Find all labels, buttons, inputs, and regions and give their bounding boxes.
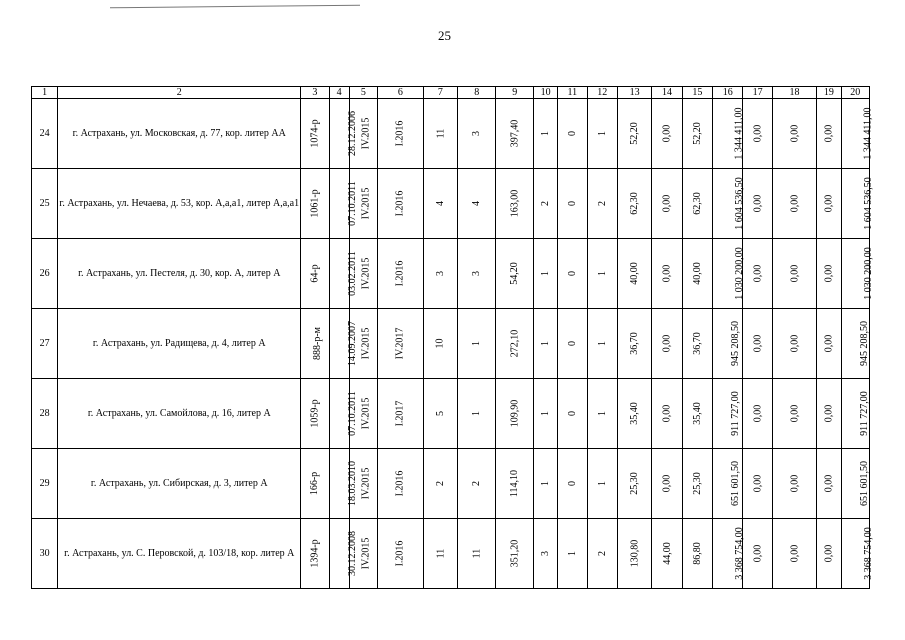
- value-cell: [533, 239, 557, 309]
- cell-value: 0,00: [661, 264, 673, 283]
- cell-value: 945 208,50: [858, 321, 870, 366]
- column-number-header: 12: [587, 87, 617, 99]
- cell-value: 2: [471, 481, 483, 486]
- value-cell: [423, 169, 457, 239]
- cell-value: 0,00: [789, 474, 800, 493]
- value-cell: [772, 519, 817, 589]
- cell-value: 0,00: [661, 334, 673, 353]
- value-cell: [423, 519, 457, 589]
- value-cell: [817, 309, 841, 379]
- value-cell: [772, 449, 817, 519]
- value-cell: [301, 99, 329, 169]
- cell-value: 397,40: [509, 119, 521, 148]
- cell-value: 0,00: [823, 264, 835, 283]
- cell-value: 0: [566, 131, 578, 136]
- column-number-header: 10: [533, 87, 557, 99]
- cell-value: 1394-р: [309, 539, 321, 568]
- value-cell: [841, 239, 874, 309]
- cell-value: 1: [471, 411, 483, 416]
- cell-value: 5: [434, 411, 446, 416]
- value-cell: [682, 519, 712, 589]
- value-cell: [533, 169, 557, 239]
- cell-value: 0: [566, 341, 578, 346]
- value-cell: [713, 239, 743, 309]
- cell-value: 1: [566, 551, 578, 556]
- cell-value: 2: [540, 201, 552, 206]
- value-cell: [713, 169, 743, 239]
- cell-value: 0,00: [789, 194, 800, 213]
- value-cell: [841, 169, 874, 239]
- value-cell: [329, 379, 358, 449]
- cell-value: 1 030 200,00: [862, 247, 874, 300]
- value-cell: [617, 309, 651, 379]
- value-cell: [496, 99, 533, 169]
- cell-value: 114,10: [509, 469, 521, 498]
- value-cell: [841, 309, 869, 379]
- cell-value: 1: [540, 481, 552, 486]
- cell-value: 888-р-м: [312, 327, 324, 360]
- value-cell: [713, 519, 743, 589]
- cell-value: 18.03.2010: [346, 461, 358, 506]
- value-cell: [772, 239, 817, 309]
- cell-value: 3: [434, 271, 446, 276]
- value-cell: [841, 449, 869, 519]
- value-cell: [587, 449, 617, 519]
- value-cell: [378, 99, 424, 169]
- cell-value: 0,00: [789, 544, 800, 563]
- cell-value: 3 368 754,00: [733, 527, 745, 580]
- value-cell: [587, 379, 617, 449]
- cell-value: 54,20: [509, 262, 521, 285]
- value-cell: [378, 519, 424, 589]
- value-cell: [301, 169, 329, 239]
- cell-value: 945 208,50: [730, 321, 742, 366]
- value-cell: [458, 239, 496, 309]
- cell-value: 07.10.2011: [346, 181, 358, 226]
- cell-value: 1: [596, 131, 608, 136]
- value-cell: [652, 519, 682, 589]
- cell-value: 62,30: [691, 192, 703, 215]
- column-number-header: 20: [841, 87, 869, 99]
- cell-value: 3 368 754,00: [862, 527, 874, 580]
- value-cell: [458, 169, 496, 239]
- cell-value: 0,00: [661, 404, 673, 423]
- value-cell: [301, 449, 329, 519]
- value-cell: [841, 379, 869, 449]
- cell-value: 3: [471, 131, 483, 136]
- cell-value: 911 727,00: [858, 391, 870, 436]
- cell-value: 03.02.2011: [346, 251, 358, 296]
- value-cell: [329, 99, 358, 169]
- cell-value: 1059-р: [309, 399, 321, 428]
- cell-value: 911 727,00: [729, 391, 741, 436]
- address-cell: г. Астрахань, ул. Самойлова, д. 16, литер А: [58, 379, 301, 449]
- row-number-cell: 28: [32, 379, 58, 449]
- value-cell: [301, 309, 329, 379]
- row-number-cell: 26: [32, 239, 58, 309]
- cell-value: 1 030 200,00: [733, 247, 745, 300]
- cell-value: 0,00: [823, 474, 835, 493]
- value-cell: [772, 169, 817, 239]
- column-number-header: 6: [378, 87, 424, 99]
- page-number: 25: [438, 28, 451, 43]
- value-cell: [617, 449, 651, 519]
- value-cell: [617, 99, 651, 169]
- cell-value: 30.12.2008: [346, 531, 358, 576]
- value-cell: [841, 519, 874, 589]
- cell-value: I.2017: [394, 400, 406, 427]
- column-number-header: 5: [349, 87, 377, 99]
- cell-value: 1061-р: [309, 189, 321, 218]
- value-cell: [558, 379, 587, 449]
- value-cell: [496, 239, 533, 309]
- cell-value: 0,00: [789, 334, 800, 353]
- cell-value: IV.2015: [360, 257, 372, 290]
- value-cell: [617, 239, 651, 309]
- column-number-header: 4: [329, 87, 349, 99]
- column-number-header: 2: [58, 87, 301, 99]
- cell-value: IV.2015: [360, 467, 372, 500]
- cell-value: 62,30: [629, 192, 641, 215]
- value-cell: [329, 169, 358, 239]
- cell-value: 109,90: [509, 399, 521, 428]
- cell-value: 1: [540, 271, 552, 276]
- column-number-header: 8: [458, 87, 496, 99]
- address-cell: г. Астрахань, ул. Московская, д. 77, кор. литер АА: [58, 99, 301, 169]
- cell-value: I.2016: [394, 540, 406, 567]
- cell-value: IV.2015: [360, 327, 372, 360]
- value-cell: [652, 309, 682, 379]
- cell-value: 4: [434, 201, 446, 206]
- value-cell: [682, 379, 712, 449]
- table-row: [32, 99, 870, 169]
- table-row: [32, 309, 870, 379]
- column-number-header: 1: [32, 87, 58, 99]
- value-cell: [423, 449, 457, 519]
- row-number-cell: 24: [32, 99, 58, 169]
- row-number-cell: 27: [32, 309, 58, 379]
- value-cell: [713, 449, 743, 519]
- value-cell: [496, 519, 533, 589]
- value-cell: [587, 239, 617, 309]
- column-number-header: 17: [743, 87, 772, 99]
- value-cell: [329, 449, 358, 519]
- column-number-header: 16: [713, 87, 743, 99]
- value-cell: [558, 519, 587, 589]
- cell-value: 52,20: [691, 122, 703, 145]
- cell-value: 1 344 411,00: [862, 107, 874, 160]
- cell-value: 1: [596, 481, 608, 486]
- cell-value: 25,30: [629, 472, 641, 495]
- cell-value: 1074-р: [309, 119, 321, 148]
- cell-value: IV.2015: [360, 117, 372, 150]
- cell-value: 1: [596, 341, 608, 346]
- cell-value: 25,30: [691, 472, 703, 495]
- table-row: [32, 379, 870, 449]
- cell-value: 0,00: [752, 264, 764, 283]
- value-cell: [682, 309, 712, 379]
- column-number-header: 9: [496, 87, 533, 99]
- cell-value: 28.12.2006: [346, 111, 358, 156]
- column-number-header: 19: [817, 87, 841, 99]
- value-cell: [423, 99, 457, 169]
- cell-value: 0,00: [823, 194, 835, 213]
- value-cell: [301, 519, 329, 589]
- value-cell: [713, 309, 743, 379]
- cell-value: I.2016: [394, 120, 406, 147]
- cell-value: 1: [540, 341, 552, 346]
- cell-value: 0,00: [823, 334, 835, 353]
- cell-value: 651 601,50: [858, 461, 870, 506]
- value-cell: [713, 379, 743, 449]
- cell-value: 0: [566, 271, 578, 276]
- cell-value: IV.2017: [394, 327, 406, 360]
- value-cell: [743, 99, 772, 169]
- value-cell: [652, 169, 682, 239]
- value-cell: [617, 169, 651, 239]
- value-cell: [423, 239, 457, 309]
- cell-value: 272,10: [509, 329, 521, 358]
- cell-value: 0,00: [661, 194, 673, 213]
- cell-value: 1: [596, 411, 608, 416]
- cell-value: 1: [471, 341, 483, 346]
- cell-value: 1 344 411,00: [733, 107, 745, 160]
- row-number-cell: 30: [32, 519, 58, 589]
- address-cell: г. Астрахань, ул. Сибирская, д. 3, литер А: [58, 449, 301, 519]
- cell-value: 3: [471, 271, 483, 276]
- cell-value: 0,00: [823, 124, 835, 143]
- value-cell: [652, 99, 682, 169]
- value-cell: [682, 99, 712, 169]
- top-scan-line: [110, 5, 360, 9]
- value-cell: [458, 99, 496, 169]
- value-cell: [301, 239, 329, 309]
- cell-value: 10: [434, 338, 446, 349]
- value-cell: [533, 99, 557, 169]
- value-cell: [533, 309, 557, 379]
- value-cell: [617, 519, 651, 589]
- cell-value: 0,00: [661, 474, 673, 493]
- value-cell: [533, 519, 557, 589]
- table-row: [32, 449, 870, 519]
- value-cell: [682, 169, 712, 239]
- value-cell: [558, 99, 587, 169]
- value-cell: [558, 239, 587, 309]
- value-cell: [817, 449, 841, 519]
- cell-value: 44,00: [661, 542, 673, 565]
- cell-value: 1 604 536,50: [733, 177, 745, 230]
- value-cell: [496, 449, 533, 519]
- value-cell: [743, 379, 772, 449]
- value-cell: [458, 449, 496, 519]
- value-cell: [378, 239, 424, 309]
- cell-value: 14.09.2007: [346, 321, 358, 366]
- column-number-header-row: [32, 87, 870, 99]
- value-cell: [458, 379, 496, 449]
- cell-value: 0,00: [661, 124, 673, 143]
- table-row: [32, 239, 870, 309]
- value-cell: [617, 379, 651, 449]
- cell-value: 52,20: [629, 122, 641, 145]
- value-cell: [378, 449, 424, 519]
- cell-value: 0,00: [752, 404, 764, 423]
- value-cell: [743, 449, 772, 519]
- cell-value: I.2016: [394, 190, 406, 217]
- cell-value: 2: [596, 551, 608, 556]
- address-cell: г. Астрахань, ул. Пестеля, д. 30, кор. А, литер А: [58, 239, 301, 309]
- cell-value: 4: [471, 201, 483, 206]
- row-number-cell: 25: [32, 169, 58, 239]
- value-cell: [496, 379, 533, 449]
- cell-value: 35,40: [629, 402, 641, 425]
- value-cell: [817, 519, 841, 589]
- cell-value: 40,00: [629, 262, 641, 285]
- value-cell: [817, 99, 841, 169]
- cell-value: 0: [566, 411, 578, 416]
- table-row: [32, 169, 870, 239]
- value-cell: [378, 309, 424, 379]
- cell-value: 1: [540, 411, 552, 416]
- column-number-header: 11: [558, 87, 587, 99]
- cell-value: 0: [566, 481, 578, 486]
- cell-value: 11: [471, 548, 483, 559]
- cell-value: IV.2015: [360, 537, 372, 570]
- value-cell: [329, 309, 358, 379]
- value-cell: [682, 449, 712, 519]
- value-cell: [841, 99, 874, 169]
- value-cell: [378, 379, 424, 449]
- value-cell: [587, 99, 617, 169]
- value-cell: [743, 169, 772, 239]
- column-number-header: 15: [682, 87, 712, 99]
- row-number-cell: 29: [32, 449, 58, 519]
- column-number-header: 14: [652, 87, 682, 99]
- cell-value: 86,80: [691, 542, 703, 565]
- value-cell: [587, 169, 617, 239]
- cell-value: 166-р: [309, 471, 321, 496]
- value-cell: [587, 309, 617, 379]
- cell-value: 0,00: [789, 404, 800, 423]
- cell-value: 0,00: [752, 124, 764, 143]
- cell-value: 0,00: [789, 264, 800, 283]
- cell-value: 11: [434, 548, 446, 559]
- value-cell: [772, 379, 817, 449]
- cell-value: 07.10.2011: [346, 391, 358, 436]
- value-cell: [743, 309, 772, 379]
- value-cell: [329, 239, 358, 309]
- value-cell: [652, 239, 682, 309]
- value-cell: [458, 519, 496, 589]
- value-cell: [496, 169, 533, 239]
- value-cell: [817, 239, 841, 309]
- cell-value: 0: [566, 201, 578, 206]
- cell-value: 0,00: [752, 334, 764, 353]
- value-cell: [652, 379, 682, 449]
- value-cell: [558, 309, 587, 379]
- cell-value: 0,00: [823, 544, 835, 563]
- housing-table: [31, 86, 874, 589]
- cell-value: IV.2015: [360, 397, 372, 430]
- value-cell: [558, 169, 587, 239]
- cell-value: I.2016: [394, 260, 406, 287]
- value-cell: [558, 449, 587, 519]
- value-cell: [587, 519, 617, 589]
- value-cell: [817, 169, 841, 239]
- address-cell: г. Астрахань, ул. С. Перовской, д. 103/18, кор. литер А: [58, 519, 301, 589]
- cell-value: 651 601,50: [730, 461, 742, 506]
- value-cell: [458, 309, 496, 379]
- cell-value: 163,00: [509, 189, 521, 218]
- value-cell: [743, 519, 772, 589]
- value-cell: [772, 99, 817, 169]
- cell-value: 1: [596, 271, 608, 276]
- value-cell: [423, 379, 457, 449]
- cell-value: 36,70: [691, 332, 703, 355]
- cell-value: 36,70: [629, 332, 641, 355]
- address-cell: г. Астрахань, ул. Радищева, д. 4, литер А: [58, 309, 301, 379]
- cell-value: 0,00: [752, 544, 764, 563]
- value-cell: [533, 379, 557, 449]
- cell-value: 3: [540, 551, 552, 556]
- column-number-header: 13: [617, 87, 651, 99]
- value-cell: [772, 309, 817, 379]
- cell-value: 0,00: [752, 194, 764, 213]
- value-cell: [713, 99, 743, 169]
- cell-value: 0,00: [823, 404, 835, 423]
- address-cell: г. Астрахань, ул. Нечаева, д. 53, кор. А,а,а1, литер А,а,а1: [58, 169, 301, 239]
- value-cell: [652, 449, 682, 519]
- cell-value: 1 604 536,50: [862, 177, 874, 230]
- value-cell: [378, 169, 424, 239]
- table-row: [32, 519, 870, 589]
- cell-value: 0,00: [789, 124, 800, 143]
- value-cell: [533, 449, 557, 519]
- cell-value: 2: [596, 201, 608, 206]
- cell-value: 1: [540, 131, 552, 136]
- value-cell: [423, 309, 457, 379]
- cell-value: I.2016: [394, 470, 406, 497]
- value-cell: [329, 519, 358, 589]
- value-cell: [496, 309, 533, 379]
- cell-value: 11: [434, 128, 446, 139]
- cell-value: IV.2015: [360, 187, 372, 220]
- column-number-header: 18: [772, 87, 817, 99]
- cell-value: 2: [434, 481, 446, 486]
- value-cell: [301, 379, 329, 449]
- cell-value: 40,00: [691, 262, 703, 285]
- value-cell: [743, 239, 772, 309]
- cell-value: 35,40: [691, 402, 703, 425]
- cell-value: 0,00: [752, 474, 764, 493]
- column-number-header: 3: [301, 87, 329, 99]
- cell-value: 64-р: [309, 264, 321, 283]
- cell-value: 351,20: [509, 539, 521, 568]
- value-cell: [682, 239, 712, 309]
- column-number-header: 7: [423, 87, 457, 99]
- cell-value: 130,80: [629, 539, 641, 568]
- value-cell: [817, 379, 841, 449]
